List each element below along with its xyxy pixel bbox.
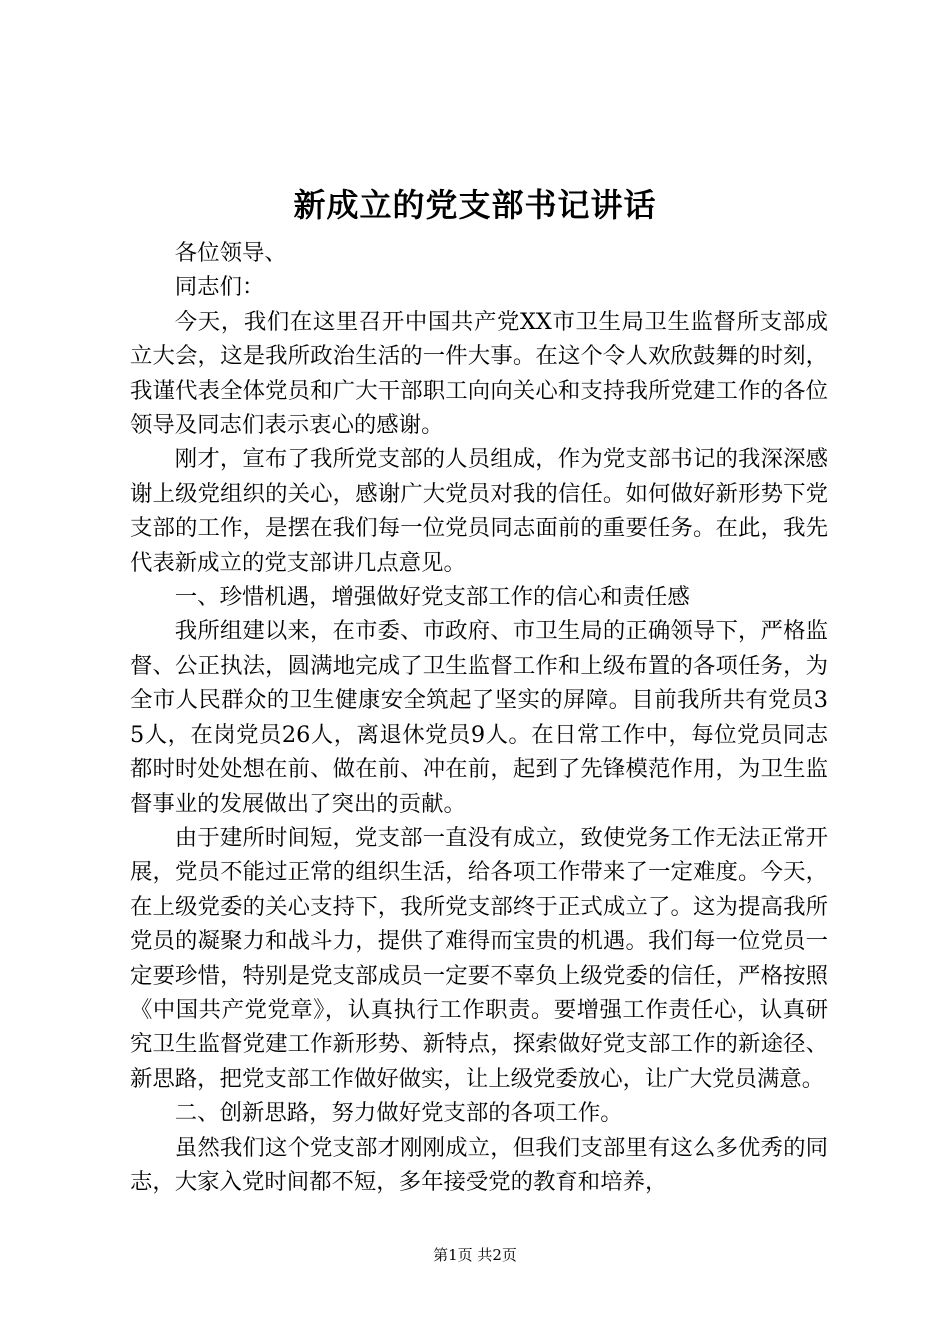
section-heading-2: 二、创新思路，努力做好党支部的各项工作。	[174, 1100, 623, 1127]
salutation-comrades: 同志们：	[174, 274, 265, 301]
section-heading-1: 一、珍惜机遇，增强做好党支部工作的信心和责任感	[174, 584, 690, 611]
paragraph-introduction: 刚才，宣布了我所党支部的人员组成，作为党支部书记的我深深感谢上级党组织的关心，感谢广大党员对我的信任。如何做好新形势下党支部的工作，是摆在我们每一位党员同志面前的重要任务。在此，我先代表新成立的党支部讲几点意见。	[130, 446, 828, 576]
paragraph-achievements: 我所组建以来，在市委、市政府、市卫生局的正确领导下，严格监督、公正执法，圆满地完成了卫生监督工作和上级布置的各项任务，为全市人民群众的卫生健康安全筑起了坚实的屏障。目前我所共有党员35人，在岗党员26人，离退休党员9人。在日常工作中，每位党员同志都时时处处想在前、做在前、冲在前，起到了先锋模范作用，为卫生监督事业的发展做出了突出的贡献。	[130, 618, 828, 817]
paragraph-opening: 今天，我们在这里召开中国共产党XX市卫生局卫生监督所支部成立大会，这是我所政治生活的一件大事。在这个令人欢欣鼓舞的时刻，我谨代表全体党员和广大干部职工向向关心和支持我所党建工作的各位领导及同志们表示衷心的感谢。	[130, 308, 828, 439]
paragraph-opportunity: 由于建所时间短，党支部一直没有成立，致使党务工作无法正常开展，党员不能过正常的组织生活，给各项工作带来了一定难度。今天，在上级党委的关心支持下，我所党支部终于正式成立了。这为提高我所党员的凝聚力和战斗力，提供了难得而宝贵的机遇。我们每一位党员一定要珍惜，特别是党支部成员一定要不辜负上级党委的信任，严格按照《中国共产党党章》，认真执行工作职责。要增强工作责任心，认真研究卫生监督党建工作新形势、新特点，探索做好党支部工作的新途径、新思路，把党支部工作做好做实，让上级党委放心，让广大党员满意。	[130, 824, 828, 1092]
salutation-leaders: 各位领导、	[174, 240, 287, 266]
page-number-footer: 第1页 共2页	[433, 1246, 517, 1264]
document-title: 新成立的党支部书记讲话	[293, 186, 657, 224]
paragraph-innovation: 虽然我们这个党支部才刚刚成立，但我们支部里有这么多优秀的同志，大家入党时间都不短，多年接受党的教育和培养，	[130, 1134, 828, 1195]
document-body	[130, 236, 828, 1199]
